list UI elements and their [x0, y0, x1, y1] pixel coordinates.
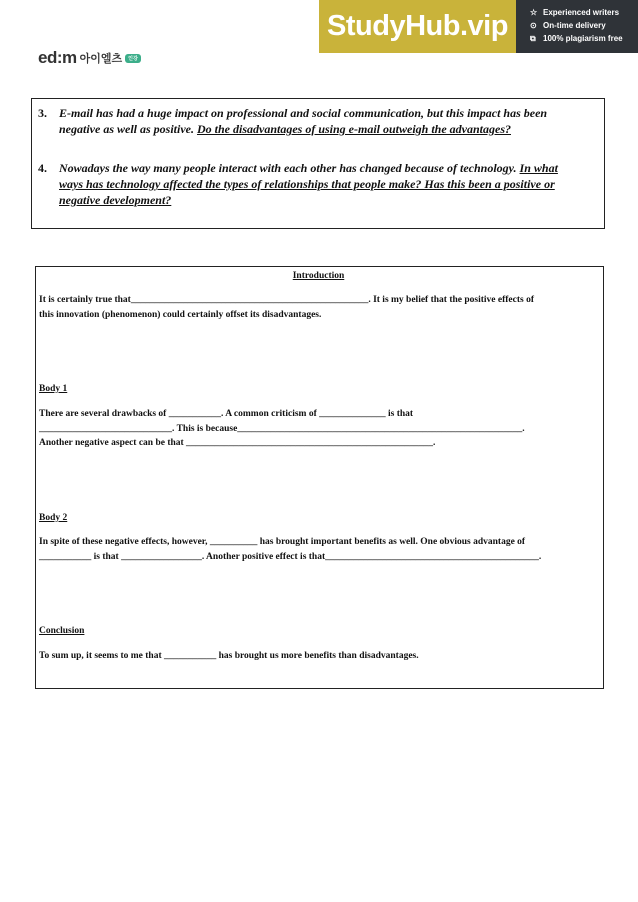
body2-line-1: In spite of these negative effects, however, __________ has brought important benefits as well. One obvious advantage of — [39, 537, 526, 547]
question-line — [38, 160, 593, 176]
banner-item-writers — [530, 6, 623, 19]
studyhub-logo[interactable]: StudyHub.vip — [319, 0, 516, 53]
banner-feature-list — [516, 0, 623, 53]
body1-line-1: There are several drawbacks of ___________. A common criticism of ______________ is that — [39, 409, 414, 419]
banner-item-plagiarism — [530, 32, 623, 45]
question-text: Nowadays the way many people interact with each other has changed because of technology. — [59, 161, 520, 175]
question-text: negative as well as positive. — [59, 122, 197, 136]
edm-logo — [38, 48, 141, 68]
conclusion-line-1: To sum up, it seems to me that ___________ has brought us more benefits than disadvantages. — [39, 651, 419, 661]
question-line — [38, 192, 593, 208]
question-line: E-mail has had a huge impact on professional and social communication, but this impact has been — [59, 106, 548, 120]
banner-item-label: 100% plagiarism free — [543, 34, 623, 43]
introduction-heading: Introduction — [292, 271, 345, 281]
edm-logo-badge: 인강 — [125, 54, 141, 63]
question-line — [38, 121, 593, 137]
question-4 — [38, 160, 593, 208]
intro-line-2: this innovation (phenomenon) could certainly offset its disadvantages. — [39, 310, 322, 320]
question-number: 3. — [38, 106, 47, 120]
banner-item-delivery — [530, 19, 623, 32]
body1-line-3: Another negative aspect can be that ____________________________________________________. — [39, 438, 436, 448]
clock-icon: ⊙ — [530, 21, 537, 30]
intro-line-1: It is certainly true that__________________________________________________. It is my belief that the positive effects of — [39, 295, 534, 305]
essay-template-box — [35, 266, 604, 689]
body2-line-2: ___________ is that _________________. Another positive effect is that_____________________________________________. — [39, 552, 542, 562]
banner-item-label: On-time delivery — [543, 21, 606, 30]
question-prompt: Do the disadvantages of using e-mail outweigh the advantages? — [196, 122, 511, 136]
studyhub-banner[interactable] — [319, 0, 638, 53]
question-box — [31, 98, 605, 229]
body1-line-2: ____________________________. This is because____________________________________________________________. — [39, 424, 525, 434]
edm-logo-korean: 아이엘츠 — [79, 53, 123, 65]
body2-heading: Body 2 — [39, 513, 68, 523]
question-prompt: In what — [519, 161, 558, 175]
edm-logo-main: ed:m — [38, 48, 77, 67]
question-3 — [38, 105, 593, 137]
banner-item-label: Experienced writers — [543, 8, 620, 17]
star-icon: ☆ — [530, 8, 538, 17]
plagiarism-icon: ⧉ — [530, 34, 536, 43]
conclusion-heading: Conclusion — [39, 626, 85, 636]
question-prompt: ways has technology affected the types of relationships that people make? Has this been a positive or — [59, 177, 555, 191]
question-number: 4. — [38, 161, 47, 175]
question-prompt: negative development? — [59, 193, 172, 207]
body1-heading: Body 1 — [39, 384, 68, 394]
question-line — [38, 176, 593, 192]
